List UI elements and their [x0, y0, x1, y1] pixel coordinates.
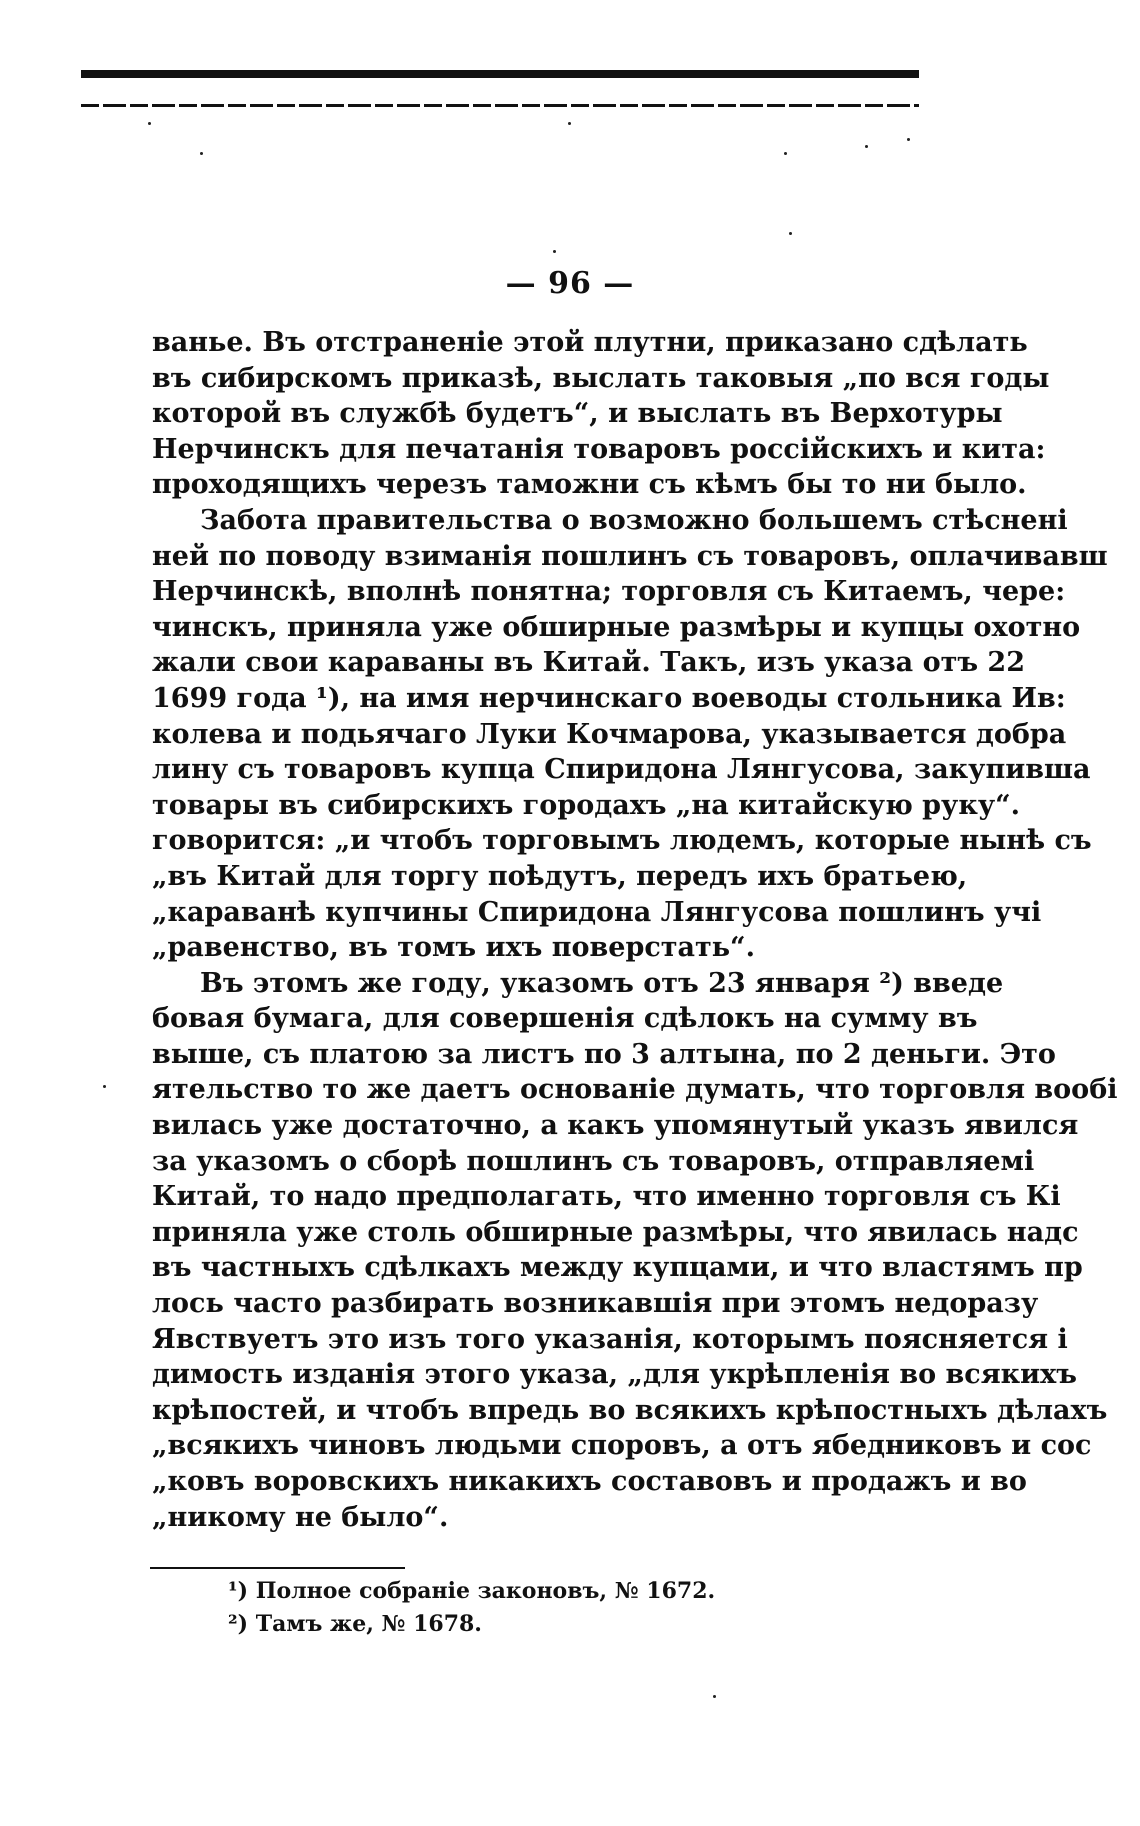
text-line: Китай, то надо предполагать, что именно торговля съ Кі [152, 1181, 1061, 1213]
text-line: „въ Китай для торгу поѣдутъ, передъ ихъ братьею, [152, 860, 968, 892]
text-line: въ сибирскомъ приказѣ, выслать таковыя „по вся годы [152, 362, 1050, 394]
scan-speck [907, 138, 910, 141]
text-line: проходящихъ черезъ таможни съ кѣмъ бы то ни было. [152, 469, 1027, 501]
text-line: ванье. Въ отстраненіе этой плутни, приказано сдѣлать [152, 327, 1028, 358]
text-line: въ частныхъ сдѣлкахъ между купцами, и что властямъ пр [152, 1252, 1083, 1284]
text-line: Нерчинскъ для печатанія товаровъ россійскихъ и кита: [152, 433, 1046, 465]
text-line: бовая бумага, для совершенія сдѣлокъ на сумму въ [152, 1003, 978, 1035]
text-line: товары въ сибирскихъ городахъ „на китайскую руку“. [152, 789, 1021, 821]
text-line: „ковъ воровскихъ никакихъ составовъ и продажъ и во [152, 1466, 1027, 1497]
text-line: Въ этомъ же году, указомъ отъ 23 января ²) введе [200, 967, 1004, 999]
footnote-1: ¹) Полное собраніе законовъ, № 1672. [228, 1578, 716, 1604]
scan-speck [568, 122, 571, 125]
text-line: ятельство то же даетъ основаніе думать, что торговля вообі [152, 1074, 1118, 1106]
text-line: жали свои караваны въ Китай. Такъ, изъ указа отъ 22 [152, 647, 1026, 679]
footnote-divider [150, 1567, 405, 1569]
text-line: вилась уже достаточно, а какъ упомянутый указъ явился [152, 1110, 1079, 1142]
text-line: Явствуетъ это изъ того указанія, которымъ поясняется і [152, 1323, 1068, 1355]
scan-speck [789, 232, 792, 235]
text-line: „никому не было“. [152, 1501, 449, 1533]
dotted-rule [81, 104, 919, 107]
scan-speck [784, 152, 787, 155]
text-line: колева и подьячаго Луки Кочмарова, указывается добра [152, 718, 1067, 750]
body-text [152, 325, 1118, 1543]
text-line: „равенство, въ томъ ихъ поверстать“. [152, 932, 755, 964]
top-rule [81, 70, 919, 78]
text-line: за указомъ о сборѣ пошлинъ съ товаровъ, отправляемі [152, 1145, 1035, 1177]
scan-speck [103, 1085, 106, 1088]
page-number: — 96 — [505, 266, 635, 301]
scan-speck [200, 152, 203, 155]
scan-speck [865, 145, 868, 148]
text-line: крѣпостей, и чтобъ впредь во всякихъ крѣпостныхъ дѣлахъ [152, 1394, 1108, 1426]
text-line: 1699 года ¹), на имя нерчинскаго воеводы стольника Ив: [152, 682, 1066, 714]
footnotes [228, 1575, 828, 1641]
text-line: димость изданія этого указа, „для укрѣпленія во всякихъ [152, 1359, 1077, 1391]
text-line: лось часто разбирать возникавшія при этомъ недоразу [152, 1288, 1039, 1320]
text-line: Нерчинскѣ, вполнѣ понятна; торговля съ Китаемъ, чере: [152, 576, 1066, 608]
text-line: выше, съ платою за листъ по 3 алтына, по 2 деньги. Это [152, 1038, 1056, 1070]
text-line: ней по поводу взиманія пошлинъ съ товаровъ, оплачивавш [152, 540, 1108, 572]
text-line: лину съ товаровъ купца Спиридона Лянгусова, закупивша [152, 754, 1091, 786]
text-line: которой въ службѣ будетъ“, и выслать въ Верхотуры [152, 398, 1003, 430]
text-line: Забота правительства о возможно большемъ стѣснені [200, 504, 1068, 536]
text-line: говорится: „и чтобъ торговымъ людемъ, которые нынѣ съ [152, 825, 1092, 857]
footnote-2: ²) Тамъ же, № 1678. [228, 1611, 482, 1637]
text-line: приняла уже столь обширные размѣры, что явилась надс [152, 1216, 1079, 1248]
scan-speck [553, 250, 556, 253]
scan-speck [713, 1695, 716, 1698]
text-line: „всякихъ чиновъ людьми споровъ, а отъ ябедниковъ и сос [152, 1430, 1092, 1462]
scan-speck [148, 122, 151, 125]
text-line: „караванѣ купчины Спиридона Лянгусова пошлинъ учі [152, 896, 1042, 928]
text-line: чинскъ, приняла уже обширные размѣры и купцы охотно [152, 611, 1081, 643]
